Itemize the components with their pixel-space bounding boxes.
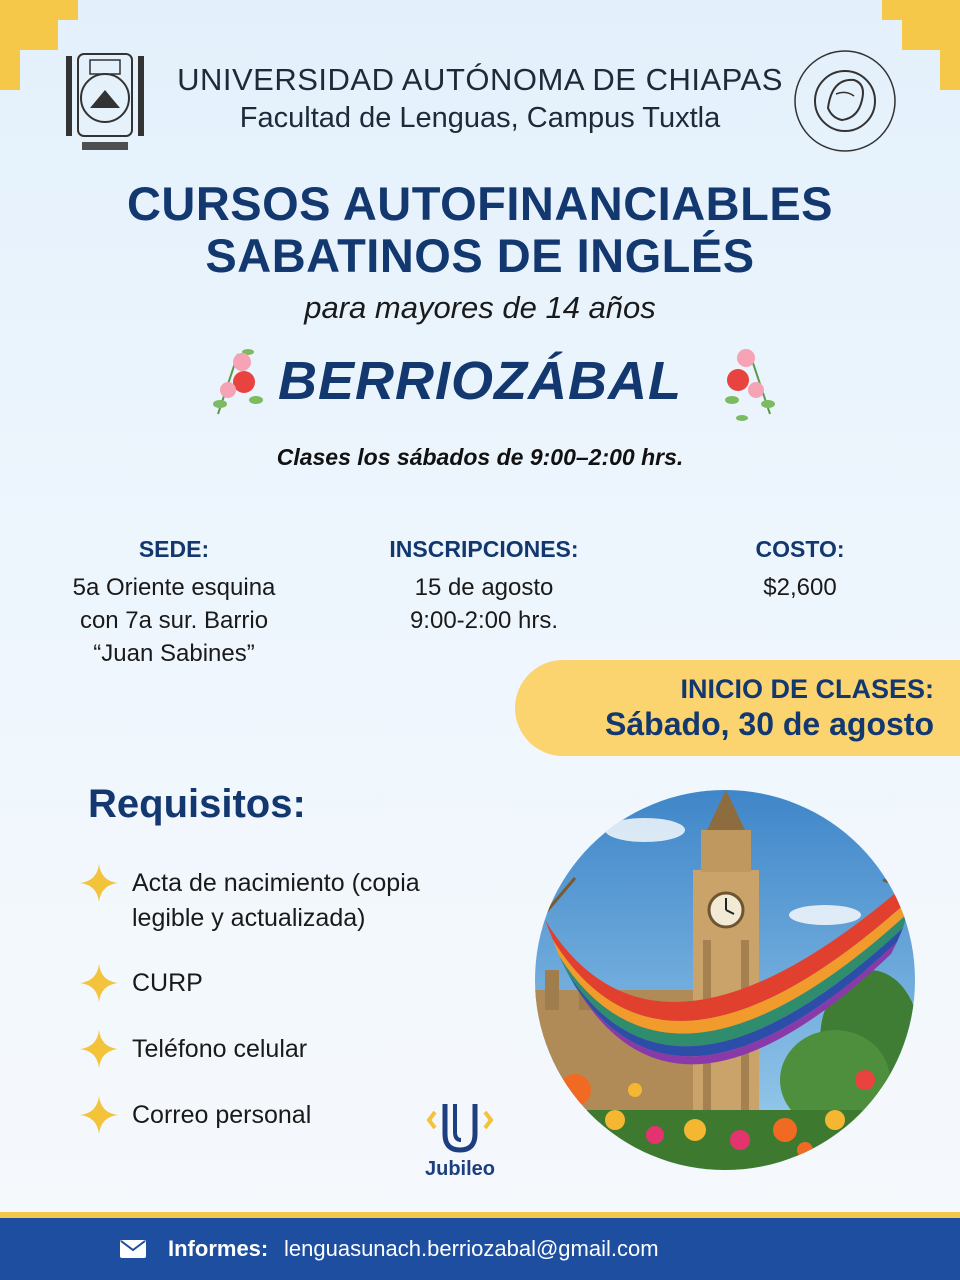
- university-name: UNIVERSIDAD AUTÓNOMA DE CHIAPAS: [177, 62, 783, 97]
- start-date: Sábado, 30 de agosto: [605, 706, 934, 742]
- requirement-line: Acta de nacimiento (copia: [132, 869, 420, 897]
- sede-address-line: con 7a sur. Barrio: [79, 607, 269, 634]
- contact-email-link[interactable]: lenguasunach.berriozabal@gmail.com: [284, 1236, 659, 1261]
- facultad-de-lenguas-seal-icon: [792, 48, 898, 154]
- age-subtitle: para mayores de 14 años: [304, 290, 656, 325]
- footer-label: Informes:: [168, 1236, 269, 1261]
- costo-label: COSTO:: [755, 536, 845, 562]
- start-label: INICIO DE CLASES:: [680, 674, 934, 704]
- class-schedule: Clases los sábados de 9:00–2:00 hrs.: [276, 444, 684, 470]
- inscripciones-line: 9:00-2:00 hrs.: [409, 607, 559, 634]
- costo-block: [700, 536, 900, 604]
- mail-icon: [120, 1240, 146, 1258]
- sede-block: [40, 536, 308, 670]
- sede-address-line: “Juan Sabines”: [93, 640, 255, 667]
- course-title-line1: CURSOS AUTOFINANCIABLES: [126, 177, 834, 230]
- faculty-name: Facultad de Lenguas, Campus Tuxtla: [239, 102, 721, 134]
- requirement-line: legible y actualizada): [132, 904, 366, 932]
- sede-label: SEDE:: [138, 536, 210, 562]
- sede-address-line: 5a Oriente esquina: [72, 574, 276, 601]
- sparkle-star-icon: [80, 864, 118, 902]
- requirement-line: CURP: [132, 969, 203, 997]
- requirements-title: Requisitos:: [88, 782, 306, 826]
- requirement-text: [132, 866, 420, 936]
- start-date-banner: [515, 660, 960, 756]
- sparkle-star-icon: [80, 1096, 118, 1134]
- costo-value: $2,600: [763, 574, 837, 601]
- requirement-line: Correo personal: [132, 1101, 312, 1129]
- inscripciones-line: 15 de agosto: [414, 574, 554, 601]
- big-ben-hammock-photo: [535, 790, 915, 1170]
- course-title-line2: SABATINOS DE INGLÉS: [205, 229, 755, 282]
- footer-bar: [0, 1218, 960, 1280]
- sparkle-star-icon: [80, 1030, 118, 1068]
- jubileo-emblem-icon: [425, 1098, 495, 1156]
- requirement-line: Teléfono celular: [132, 1035, 308, 1063]
- unach-crest-icon: [46, 50, 164, 156]
- jubileo-logo: [410, 1098, 510, 1186]
- jubileo-text: Jubileo: [424, 1158, 495, 1180]
- town-name: BERRIOZÁBAL: [278, 351, 682, 411]
- inscripciones-block: [354, 536, 614, 637]
- inscripciones-label: INSCRIPCIONES:: [389, 536, 579, 562]
- sparkle-star-icon: [80, 964, 118, 1002]
